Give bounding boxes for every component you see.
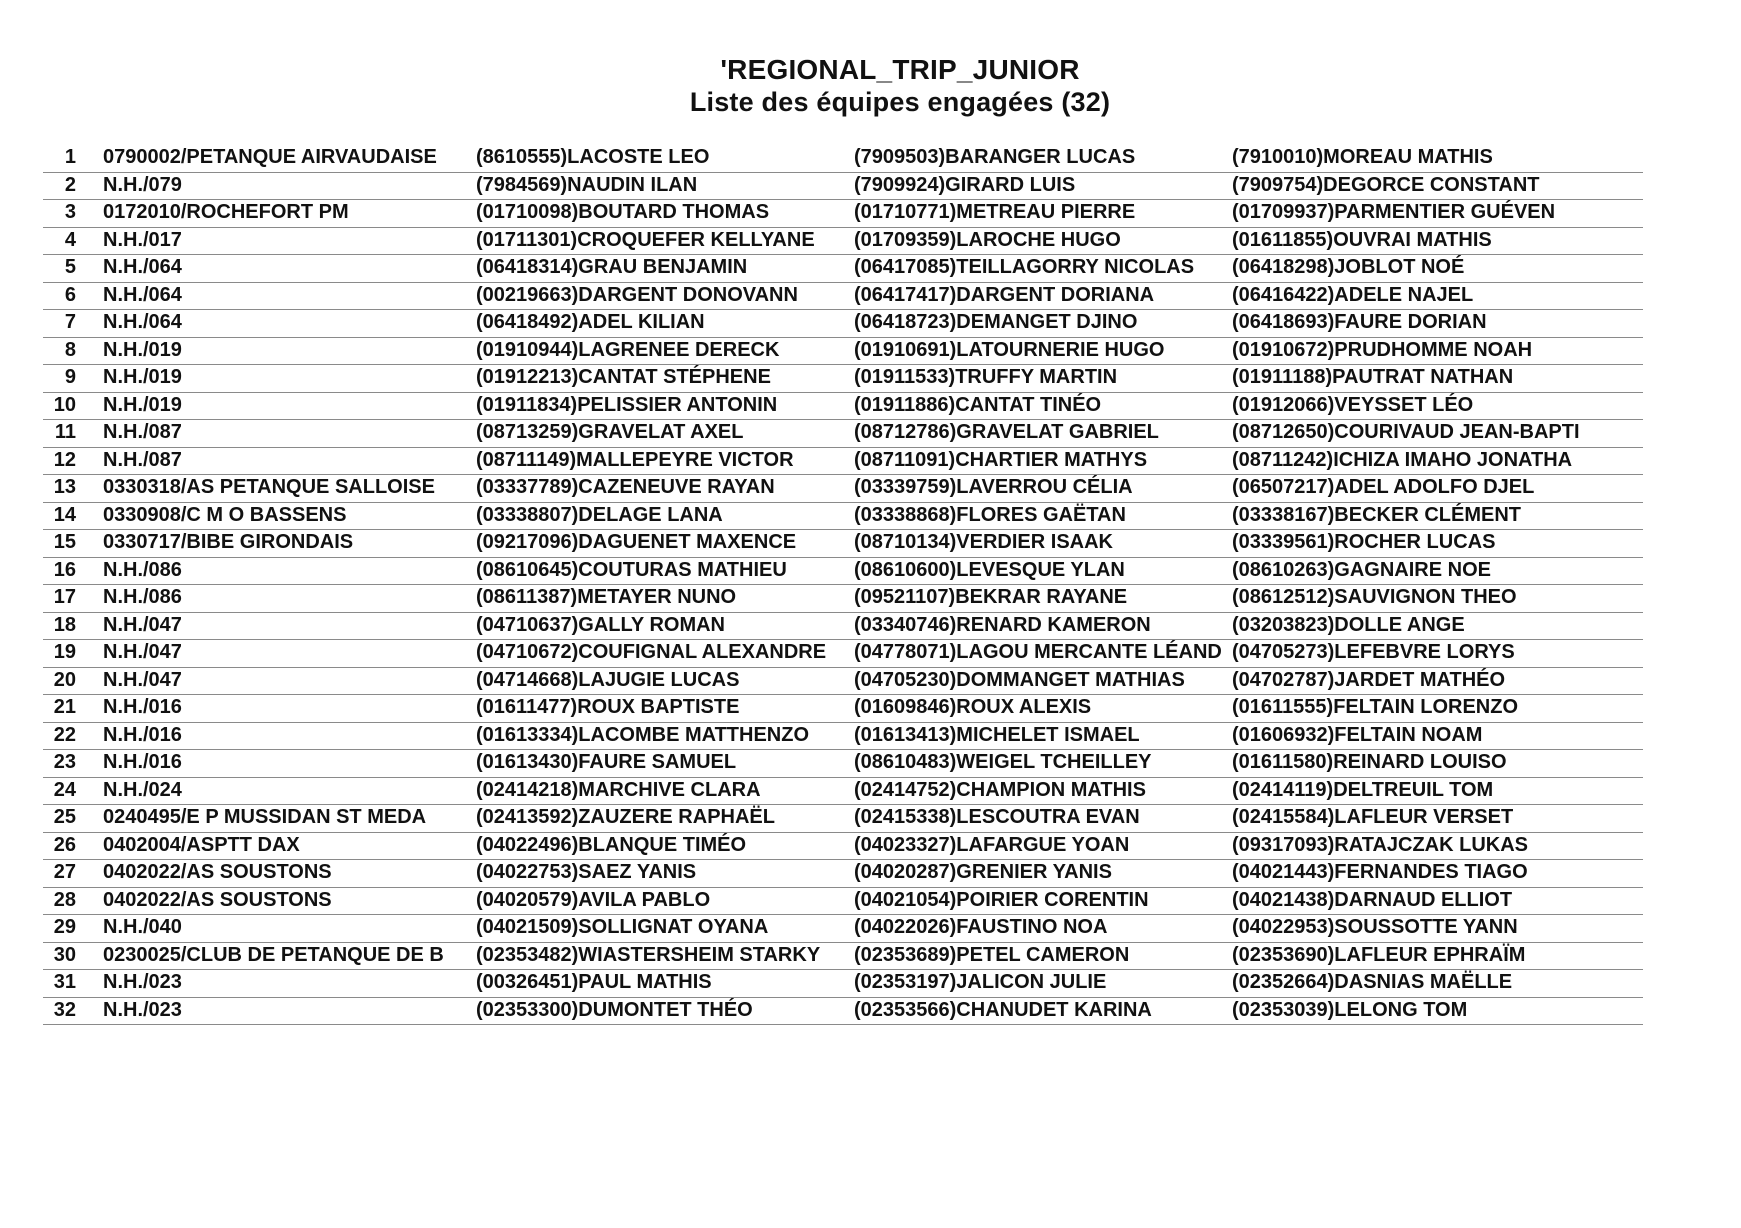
player-2: (04021054)POIRIER CORENTIN — [854, 888, 1149, 911]
club-name: N.H./064 — [103, 283, 182, 306]
table-row — [43, 145, 1643, 173]
club-name: N.H./017 — [103, 228, 182, 251]
player-1: (01613430)FAURE SAMUEL — [476, 751, 737, 773]
team-number: 7 — [64, 311, 76, 333]
club-name: N.H./064 — [103, 311, 182, 333]
player-1: (04710637)GALLY ROMAN — [476, 613, 725, 636]
player-2: (04020287)GRENIER YANIS — [854, 861, 1112, 883]
player-2: (01911533)TRUFFY MARTIN — [854, 366, 1118, 388]
player-2: (09521107)BEKRAR RAYANE — [854, 586, 1128, 608]
table-row — [43, 255, 1643, 283]
table-row — [43, 998, 1643, 1026]
table-row — [43, 695, 1643, 723]
player-3: (01910672)PRUDHOMME NOAH — [1232, 338, 1533, 361]
player-2: (01613413)MICHELET ISMAEL — [854, 723, 1140, 746]
table-row — [43, 970, 1643, 998]
player-3: (02414119)DELTREUIL TOM — [1232, 778, 1494, 801]
player-2: (06417085)TEILLAGORRY NICOLAS — [854, 256, 1195, 278]
team-table — [43, 145, 1643, 1025]
table-row — [43, 613, 1643, 641]
team-number: 9 — [64, 366, 76, 388]
player-3: (03339561)ROCHER LUCAS — [1232, 531, 1496, 553]
player-1: (03337789)CAZENEUVE RAYAN — [476, 476, 775, 498]
club-name: 0330717/BIBE GIRONDAIS — [103, 531, 354, 553]
club-name: N.H./087 — [103, 448, 182, 471]
table-row — [43, 530, 1643, 558]
team-number: 13 — [53, 476, 76, 498]
club-name: N.H./024 — [103, 778, 182, 801]
team-number: 21 — [53, 696, 76, 718]
table-row — [43, 558, 1643, 586]
table-row — [43, 750, 1643, 778]
player-3: (06418693)FAURE DORIAN — [1232, 311, 1487, 333]
player-1: (00326451)PAUL MATHIS — [476, 971, 712, 993]
player-3: (03338167)BECKER CLÉMENT — [1232, 503, 1521, 526]
club-name: N.H./086 — [103, 558, 182, 581]
player-2: (02414752)CHAMPION MATHIS — [854, 778, 1146, 801]
table-row — [43, 420, 1643, 448]
team-number: 23 — [53, 751, 76, 773]
team-number: 6 — [64, 283, 76, 306]
player-2: (02353566)CHANUDET KARINA — [854, 998, 1152, 1021]
page-subtitle: Liste des équipes engagées (32) — [689, 87, 1111, 117]
player-3: (01611555)FELTAIN LORENZO — [1232, 696, 1518, 718]
player-1: (00219663)DARGENT DONOVANN — [476, 283, 798, 306]
player-3: (06418298)JOBLOT NOÉ — [1232, 256, 1465, 278]
club-name: N.H./019 — [103, 338, 182, 361]
player-1: (01711301)CROQUEFER KELLYANE — [476, 228, 815, 251]
table-row — [43, 778, 1643, 806]
player-3: (06416422)ADELE NAJEL — [1232, 283, 1474, 306]
page-title: 'REGIONAL_TRIP_JUNIOR — [720, 54, 1080, 85]
table-row — [43, 228, 1643, 256]
team-number: 24 — [53, 778, 76, 801]
club-name: 0790002/PETANQUE AIRVAUDAISE — [103, 146, 437, 168]
table-row — [43, 338, 1643, 366]
player-2: (08710134)VERDIER ISAAK — [854, 531, 1113, 553]
team-number: 17 — [53, 586, 76, 608]
player-2: (02353689)PETEL CAMERON — [854, 943, 1130, 966]
table-row — [43, 200, 1643, 228]
player-2: (01710771)METREAU PIERRE — [854, 201, 1136, 223]
player-2: (01709359)LAROCHE HUGO — [854, 228, 1121, 251]
team-number: 32 — [53, 998, 76, 1021]
player-1: (02353300)DUMONTET THÉO — [476, 998, 753, 1021]
team-number: 14 — [53, 503, 76, 526]
player-3: (01611580)REINARD LOUISO — [1232, 751, 1507, 773]
team-number: 5 — [64, 256, 76, 278]
table-row — [43, 723, 1643, 751]
table-row — [43, 640, 1643, 668]
team-number: 3 — [64, 201, 76, 223]
club-name: N.H./047 — [103, 613, 182, 636]
player-3: (02353690)LAFLEUR EPHRAÏM — [1232, 943, 1526, 966]
team-number: 15 — [53, 531, 76, 553]
club-name: N.H./087 — [103, 421, 182, 443]
player-2: (08711091)CHARTIER MATHYS — [854, 448, 1148, 471]
player-2: (03338868)FLORES GAËTAN — [854, 503, 1126, 526]
club-name: N.H./019 — [103, 366, 182, 388]
table-row — [43, 310, 1643, 338]
player-1: (08711149)MALLEPEYRE VICTOR — [476, 448, 794, 471]
team-number: 10 — [53, 393, 76, 416]
player-1: (02414218)MARCHIVE CLARA — [476, 778, 761, 801]
player-3: (04021443)FERNANDES TIAGO — [1232, 861, 1528, 883]
player-2: (03339759)LAVERROU CÉLIA — [854, 476, 1133, 498]
table-row — [43, 888, 1643, 916]
player-3: (02352664)DASNIAS MAËLLE — [1232, 971, 1513, 993]
player-1: (8610555)LACOSTE LEO — [476, 146, 710, 168]
player-3: (02415584)LAFLEUR VERSET — [1232, 806, 1514, 828]
player-2: (02415338)LESCOUTRA EVAN — [854, 806, 1140, 828]
club-name: N.H./086 — [103, 586, 182, 608]
player-1: (04022496)BLANQUE TIMÉO — [476, 833, 747, 856]
player-2: (02353197)JALICON JULIE — [854, 971, 1107, 993]
player-2: (04778071)LAGOU MERCANTE LÉAND — [854, 641, 1222, 663]
player-2: (01609846)ROUX ALEXIS — [854, 696, 1092, 718]
club-name: 0402022/AS SOUSTONS — [103, 861, 332, 883]
club-name: N.H./016 — [103, 723, 182, 746]
club-name: N.H./047 — [103, 668, 182, 691]
club-name: 0240495/E P MUSSIDAN ST MEDA — [103, 806, 427, 828]
club-name: 0230025/CLUB DE PETANQUE DE B — [103, 943, 444, 966]
team-number: 8 — [64, 338, 76, 361]
club-name: 0330318/AS PETANQUE SALLOISE — [103, 476, 435, 498]
table-row — [43, 475, 1643, 503]
club-name: N.H./047 — [103, 641, 182, 663]
table-row — [43, 805, 1643, 833]
player-1: (04022753)SAEZ YANIS — [476, 861, 697, 883]
player-1: (04710672)COUFIGNAL ALEXANDRE — [476, 641, 827, 663]
player-3: (02353039)LELONG TOM — [1232, 998, 1468, 1021]
team-number: 31 — [53, 971, 76, 993]
player-3: (01709937)PARMENTIER GUÉVEN — [1232, 201, 1556, 223]
table-row — [43, 585, 1643, 613]
club-name: N.H./019 — [103, 393, 182, 416]
player-3: (08610263)GAGNAIRE NOE — [1232, 558, 1491, 581]
player-3: (08612512)SAUVIGNON THEO — [1232, 586, 1517, 608]
table-row — [43, 283, 1643, 311]
player-1: (09217096)DAGUENET MAXENCE — [476, 531, 797, 553]
table-row — [43, 365, 1643, 393]
team-number: 22 — [53, 723, 76, 746]
table-row — [43, 943, 1643, 971]
team-number: 20 — [53, 668, 76, 691]
team-number: 4 — [64, 228, 76, 251]
player-1: (01910944)LAGRENEE DERECK — [476, 338, 780, 361]
player-1: (01613334)LACOMBE MATTHENZO — [476, 723, 810, 746]
player-2: (06417417)DARGENT DORIANA — [854, 283, 1155, 306]
player-3: (04702787)JARDET MATHÉO — [1232, 668, 1506, 691]
table-row — [43, 503, 1643, 531]
club-name: 0402022/AS SOUSTONS — [103, 888, 332, 911]
player-1: (01611477)ROUX BAPTISTE — [476, 696, 740, 718]
player-2: (06418723)DEMANGET DJINO — [854, 311, 1138, 333]
table-row — [43, 668, 1643, 696]
player-3: (01911188)PAUTRAT NATHAN — [1232, 366, 1514, 388]
table-row — [43, 448, 1643, 476]
team-number: 12 — [53, 448, 76, 471]
team-number: 25 — [53, 806, 76, 828]
table-row — [43, 860, 1643, 888]
player-1: (7984569)NAUDIN ILAN — [476, 173, 698, 196]
player-3: (01611855)OUVRAI MATHIS — [1232, 228, 1492, 251]
player-2: (08610600)LEVESQUE YLAN — [854, 558, 1125, 581]
player-1: (01912213)CANTAT STÉPHENE — [476, 366, 771, 388]
player-2: (01910691)LATOURNERIE HUGO — [854, 338, 1165, 361]
team-number: 11 — [54, 421, 76, 443]
player-2: (04705230)DOMMANGET MATHIAS — [854, 668, 1185, 691]
club-name: N.H./023 — [103, 998, 182, 1021]
club-name: 0330908/C M O BASSENS — [103, 503, 347, 526]
page-header — [0, 54, 1741, 118]
team-number: 16 — [53, 558, 76, 581]
player-1: (04020579)AVILA PABLO — [476, 888, 711, 911]
player-1: (04021509)SOLLIGNAT OYANA — [476, 916, 769, 938]
player-2: (01911886)CANTAT TINÉO — [854, 393, 1102, 416]
player-1: (04714668)LAJUGIE LUCAS — [476, 668, 740, 691]
team-number: 28 — [53, 888, 76, 911]
player-3: (04021438)DARNAUD ELLIOT — [1232, 888, 1513, 911]
player-2: (08712786)GRAVELAT GABRIEL — [854, 421, 1159, 443]
table-row — [43, 393, 1643, 421]
player-2: (04023327)LAFARGUE YOAN — [854, 833, 1130, 856]
player-1: (01710098)BOUTARD THOMAS — [476, 201, 770, 223]
player-1: (06418314)GRAU BENJAMIN — [476, 256, 748, 278]
player-1: (01911834)PELISSIER ANTONIN — [476, 393, 778, 416]
player-1: (08713259)GRAVELAT AXEL — [476, 421, 744, 443]
player-3: (04022953)SOUSSOTTE YANN — [1232, 916, 1518, 938]
table-row — [43, 833, 1643, 861]
player-1: (02413592)ZAUZERE RAPHAËL — [476, 806, 775, 828]
player-3: (04705273)LEFEBVRE LORYS — [1232, 641, 1515, 663]
club-name: N.H./040 — [103, 916, 182, 938]
player-3: (03203823)DOLLE ANGE — [1232, 613, 1465, 636]
team-number: 2 — [64, 173, 76, 196]
player-1: (06418492)ADEL KILIAN — [476, 311, 705, 333]
table-row — [43, 915, 1643, 943]
player-3: (08712650)COURIVAUD JEAN-BAPTI — [1232, 421, 1580, 443]
team-number: 18 — [53, 613, 76, 636]
team-number: 29 — [53, 916, 76, 938]
player-1: (08610645)COUTURAS MATHIEU — [476, 558, 787, 581]
club-name: N.H./023 — [103, 971, 182, 993]
player-1: (03338807)DELAGE LANA — [476, 503, 723, 526]
player-3: (06507217)ADEL ADOLFO DJEL — [1232, 476, 1535, 498]
player-2: (7909503)BARANGER LUCAS — [854, 146, 1136, 168]
player-2: (7909924)GIRARD LUIS — [854, 173, 1076, 196]
team-number: 1 — [64, 146, 76, 168]
player-1: (08611387)METAYER NUNO — [476, 586, 737, 608]
player-3: (08711242)ICHIZA IMAHO JONATHA — [1232, 448, 1573, 471]
team-number: 19 — [53, 641, 76, 663]
player-2: (04022026)FAUSTINO NOA — [854, 916, 1108, 938]
player-1: (02353482)WIASTERSHEIM STARKY — [476, 943, 821, 966]
club-name: N.H./016 — [103, 696, 182, 718]
player-3: (7909754)DEGORCE CONSTANT — [1232, 173, 1540, 196]
team-number: 27 — [53, 861, 76, 883]
player-2: (08610483)WEIGEL TCHEILLEY — [854, 751, 1152, 773]
player-2: (03340746)RENARD KAMERON — [854, 613, 1151, 636]
player-3: (7910010)MOREAU MATHIS — [1232, 146, 1493, 168]
player-3: (01606932)FELTAIN NOAM — [1232, 723, 1483, 746]
club-name: N.H./016 — [103, 751, 182, 773]
club-name: N.H./064 — [103, 256, 182, 278]
table-row — [43, 173, 1643, 201]
player-3: (01912066)VEYSSET LÉO — [1232, 393, 1474, 416]
club-name: N.H./079 — [103, 173, 182, 196]
team-number: 26 — [53, 833, 76, 856]
player-3: (09317093)RATAJCZAK LUKAS — [1232, 833, 1528, 856]
club-name: 0402004/ASPTT DAX — [103, 833, 300, 856]
team-number: 30 — [53, 943, 76, 966]
club-name: 0172010/ROCHEFORT PM — [103, 201, 349, 223]
